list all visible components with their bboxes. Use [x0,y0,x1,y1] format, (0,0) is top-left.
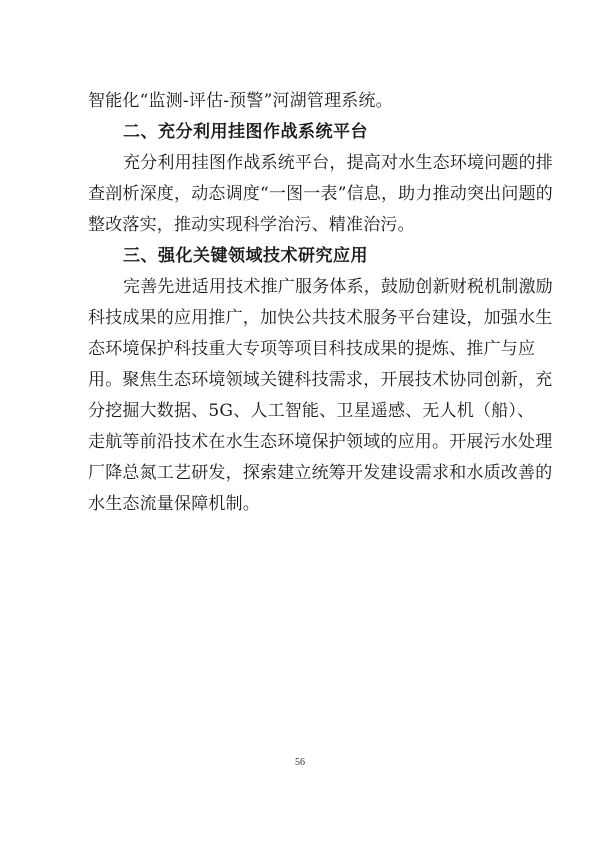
paragraph-line: 科技成果的应用推广，加快公共技术服务平台建设，加强水生 [88,308,553,328]
paragraph-line: 厂降总氮工艺研发，探索建立统筹开发建设需求和水质改善的 [88,463,553,483]
paragraph-line: 用。聚焦生态环境领域关键科技需求，开展技术协同创新，充 [88,370,553,390]
paragraph-line: 分挖掘大数据、5G、人工智能、卫星遥感、无人机（船）、 [88,401,535,421]
section-heading-2: 二、充分利用挂图作战系统平台 [123,122,368,142]
paragraph-line: 查剖析深度，动态调度“一图一表”信息，助力推动突出问题的 [88,184,553,204]
paragraph-line: 水生态流量保障机制。 [88,494,260,514]
paragraph-line: 走航等前沿技术在水生态环境保护领域的应用。开展污水处理 [88,432,553,452]
paragraph-line: 整改落实，推动实现科学治污、精准治污。 [88,215,415,235]
page-number: 56 [295,757,305,768]
paragraph-line: 智能化“监测-评估-预警”河湖管理系统。 [88,91,393,111]
section-heading-3: 三、强化关键领域技术研究应用 [123,246,368,266]
paragraph-line: 充分利用挂图作战系统平台，提高对水生态环境问题的排 [123,153,553,173]
paragraph-line: 完善先进适用技术推广服务体系，鼓励创新财税机制激励 [123,277,553,297]
paragraph-line: 态环境保护科技重大专项等项目科技成果的提炼、推广与应 [88,339,536,359]
document-body [88,86,553,520]
